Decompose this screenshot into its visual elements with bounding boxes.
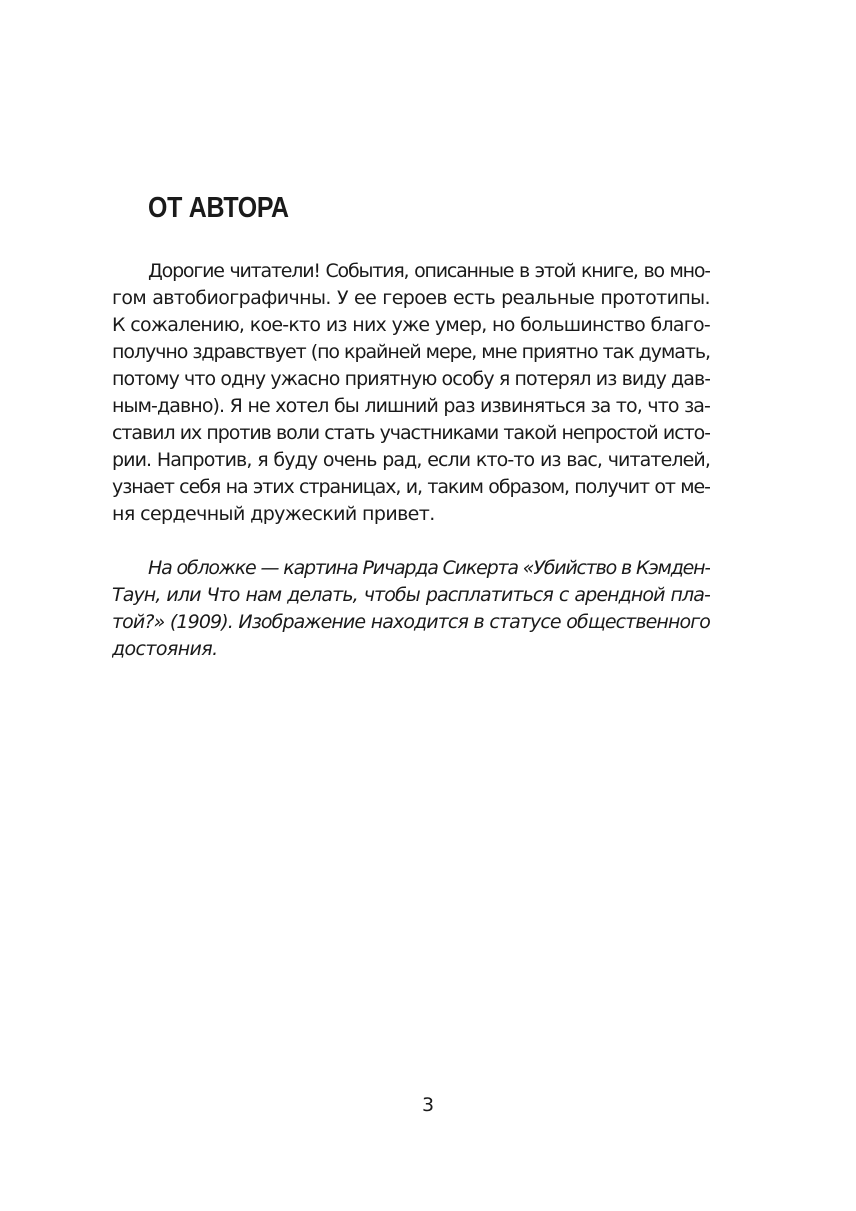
note-line: На обложке — картина Ричарда Сикерта «Убийство в Кэмден- <box>148 557 710 579</box>
chapter-heading: ОТ АВТОРА <box>148 192 289 224</box>
paragraph-line: потому что одну ужасно приятную особу я потерял из виду дав- <box>112 368 710 390</box>
paragraph-line: ня сердечный дружеский привет. <box>112 503 435 525</box>
paragraph-line: ным-давно). Я не хотел бы лишний раз извиняться за то, что за- <box>112 395 710 417</box>
paragraph-line: получно здравствует (по крайней мере, мне приятно так думать, <box>112 341 710 363</box>
paragraph-line: Дорогие читатели! События, описанные в этой книге, во мно- <box>148 260 710 282</box>
paragraph-line: ставил их против воли стать участниками такой непростой исто- <box>112 422 710 444</box>
note-line: той?» (1909). Изображение находится в статусе общественного <box>112 611 710 633</box>
paragraph-line: узнает себя на этих страницах, и, таким образом, получит от ме- <box>112 476 710 498</box>
page-number: 3 <box>421 1094 435 1116</box>
note-line: Таун, или Что нам делать, чтобы расплатиться с арендной пла- <box>112 584 710 606</box>
paragraph-line: рии. Напротив, я буду очень рад, если кто-то из вас, читателей, <box>112 449 710 471</box>
cover-note-paragraph <box>112 555 710 663</box>
author-foreword-paragraph <box>112 258 710 528</box>
note-line: достояния. <box>112 638 218 660</box>
paragraph-line: гом автобиографичны. У ее героев есть реальные прототипы. <box>112 287 710 309</box>
paragraph-line: К сожалению, кое-кто из них уже умер, но большинство благо- <box>112 314 710 336</box>
